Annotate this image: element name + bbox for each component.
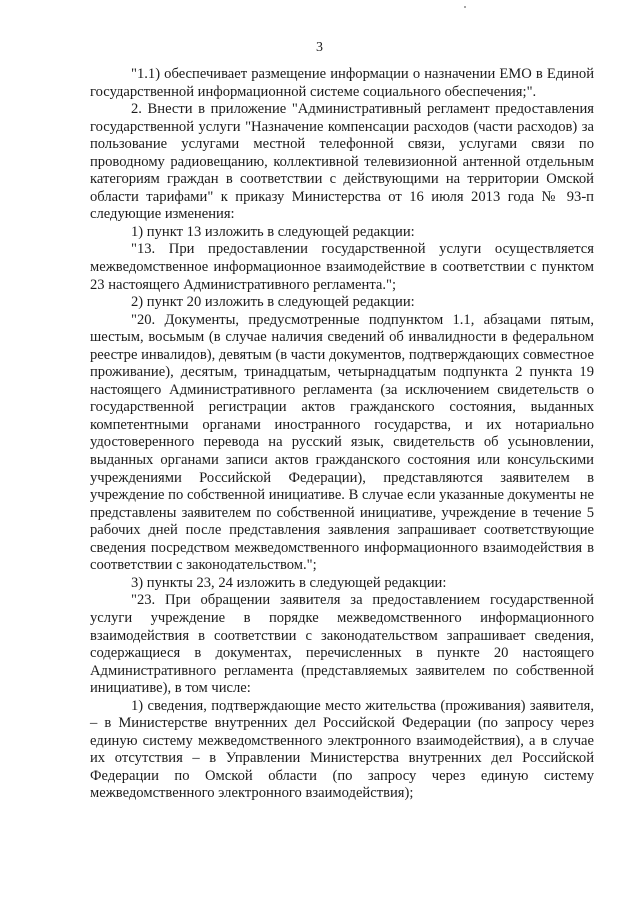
paragraph-1-1: "1.1) обеспечивает размещение информации о назначении ЕМО в Единой государственной информационной системе социального обеспечения;". — [90, 66, 594, 100]
paragraph-point-23: "23. При обращении заявителя за предоставлением государственной услуги учреждение в порядке межведомственного информационного взаимодействия в соответствии с законодательством запрашивает сведения, содержащиеся в документах, перечисленных в пункте 20 настоящего Административного регламента (представляемых заявителем по собственной инициативе), в том числе: — [90, 592, 594, 697]
paragraph-subitem-2: 2) пункт 20 изложить в следующей редакции: — [131, 294, 415, 311]
paragraph-point-13: "13. При предоставлении государственной услуги осуществляется межведомственное информационное взаимодействие в соответствии с пунктом 23 настоящего Административного регламента."; — [90, 241, 594, 293]
document-body — [90, 66, 594, 803]
paragraph-subitem-1: 1) пункт 13 изложить в следующей редакции: — [131, 223, 415, 240]
paragraph-point-20: "20. Документы, предусмотренные подпунктом 1.1, абзацами пятым, шестым, восьмым (в случае наличия сведений об инвалидности в федеральном реестре инвалидов), девятым (в части документов, подтверждающих совместное проживание), десятым, тринадцатым, четырнадцатым подпункта 2 пункта 19 настоящего Административного регламента (за исключением свидетельств о государственной регистрации актов гражданского состояния, выданных компетентными органами иностранного государства, и их нотариально удостоверенного перевода на русский язык, свидетельств об усыновлении, выданных органами записи актов гражданского состояния или консульскими учреждениями Российской Федерации), представляются заявителем в учреждение по собственной инициативе. В случае если указанные документы не представлены заявителем по собственной инициативе, учреждение в течение 5 рабочих дней после представления заявления запрашивает соответствующие сведения посредством межведомственного информационного взаимодействия в соответствии с законодательством."; — [90, 311, 594, 574]
paragraph-item-2: 2. Внести в приложение "Административный регламент предоставления государственной услуги "Назначение компенсации расходов (части расходов) за пользование услугами местной телефонной связи, услугами связи по проводному радиовещанию, коллективной телевизионной антенной отдельным категориям граждан в соответствии с действующими на территории Омской области тарифами" к приказу Министерства от 16 июля 2013 года № 93-п следующие изменения: — [90, 101, 594, 223]
page-number: 3 — [316, 40, 323, 55]
paragraph-subitem-3: 3) пункты 23, 24 изложить в следующей редакции: — [131, 574, 447, 591]
scan-speck — [464, 6, 466, 8]
paragraph-point-23-item-1: 1) сведения, подтверждающие место жительства (проживания) заявителя, – в Министерстве внутренних дел Российской Федерации (по запросу через единую систему межведомственного электронного взаимодействия), а в случае их отсутствия – в Управлении Министерства внутренних дел Российской Федерации по Омской области (по запросу через единую систему межведомственного электронного взаимодействия); — [90, 697, 594, 802]
